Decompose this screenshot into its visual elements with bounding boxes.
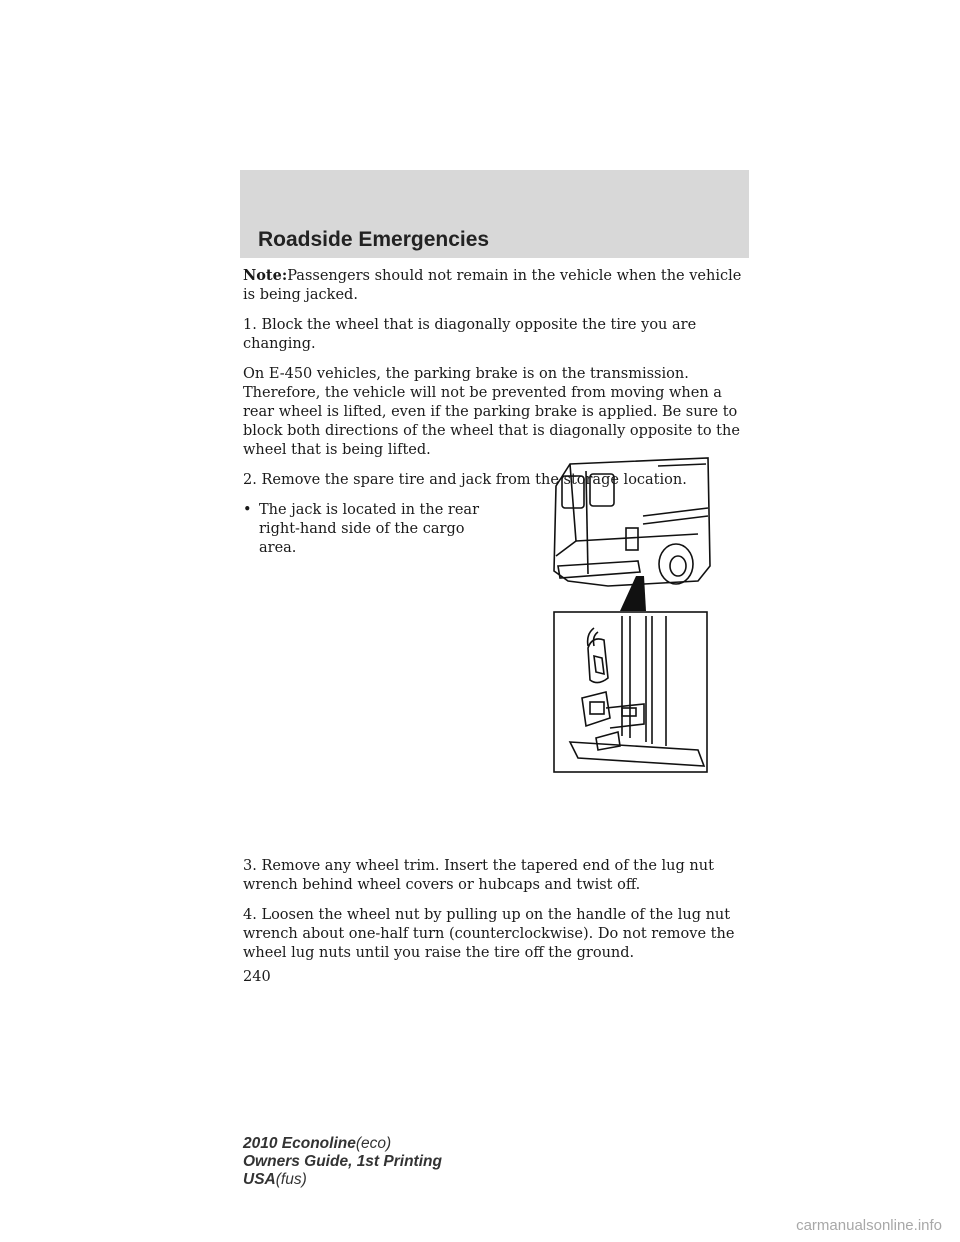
footer-model: 2010 Econoline: [243, 1135, 356, 1152]
section-header: [240, 170, 749, 258]
page-number: 240: [243, 969, 271, 985]
footer-market: USA: [243, 1171, 276, 1188]
footer-line-2: Owners Guide, 1st Printing: [243, 1153, 442, 1170]
footer-line-3: [243, 1171, 442, 1189]
footer-market-code: (fus): [275, 1171, 307, 1188]
step-2: 2. Remove the spare tire and jack from the storage location.: [243, 472, 687, 488]
watermark: carmanualsonline.info: [796, 1217, 942, 1234]
note-text: Passengers should not remain in the vehicle when the vehicle is being jacked.: [243, 268, 742, 303]
bullet-text: The jack is located in the rear right-hand side of the cargo area.: [259, 502, 480, 556]
step-1: 1. Block the wheel that is diagonally opposite the tire you are changing.: [243, 317, 697, 352]
note-label: Note:: [243, 267, 288, 284]
step-3: 3. Remove any wheel trim. Insert the tapered end of the lug nut wrench behind wheel covers or hubcaps and twist off.: [243, 858, 714, 893]
footer-model-code: (eco): [355, 1135, 392, 1152]
document-footer: [243, 1135, 442, 1189]
footer-line-1: [243, 1135, 442, 1153]
note-paragraph: [243, 266, 753, 305]
bullet-item: [243, 501, 503, 558]
jack-location-illustration: [548, 446, 713, 776]
step-4: 4. Loosen the wheel nut by pulling up on the handle of the lug nut wrench about one-half turn (counterclockwise). Do not remove the wheel lug nuts until you raise the tire off the ground.: [243, 907, 735, 961]
bullet-symbol: •: [243, 502, 252, 518]
section-title: Roadside Emergencies: [258, 228, 490, 251]
e450-paragraph: On E-450 vehicles, the parking brake is on the transmission. Therefore, the vehicle will not be prevented from moving when a rear wheel is lifted, even if the parking brake is applied. Be sure to block both directions of the wheel that is diagonally opposite to the wheel that is being lifted.: [243, 366, 740, 458]
